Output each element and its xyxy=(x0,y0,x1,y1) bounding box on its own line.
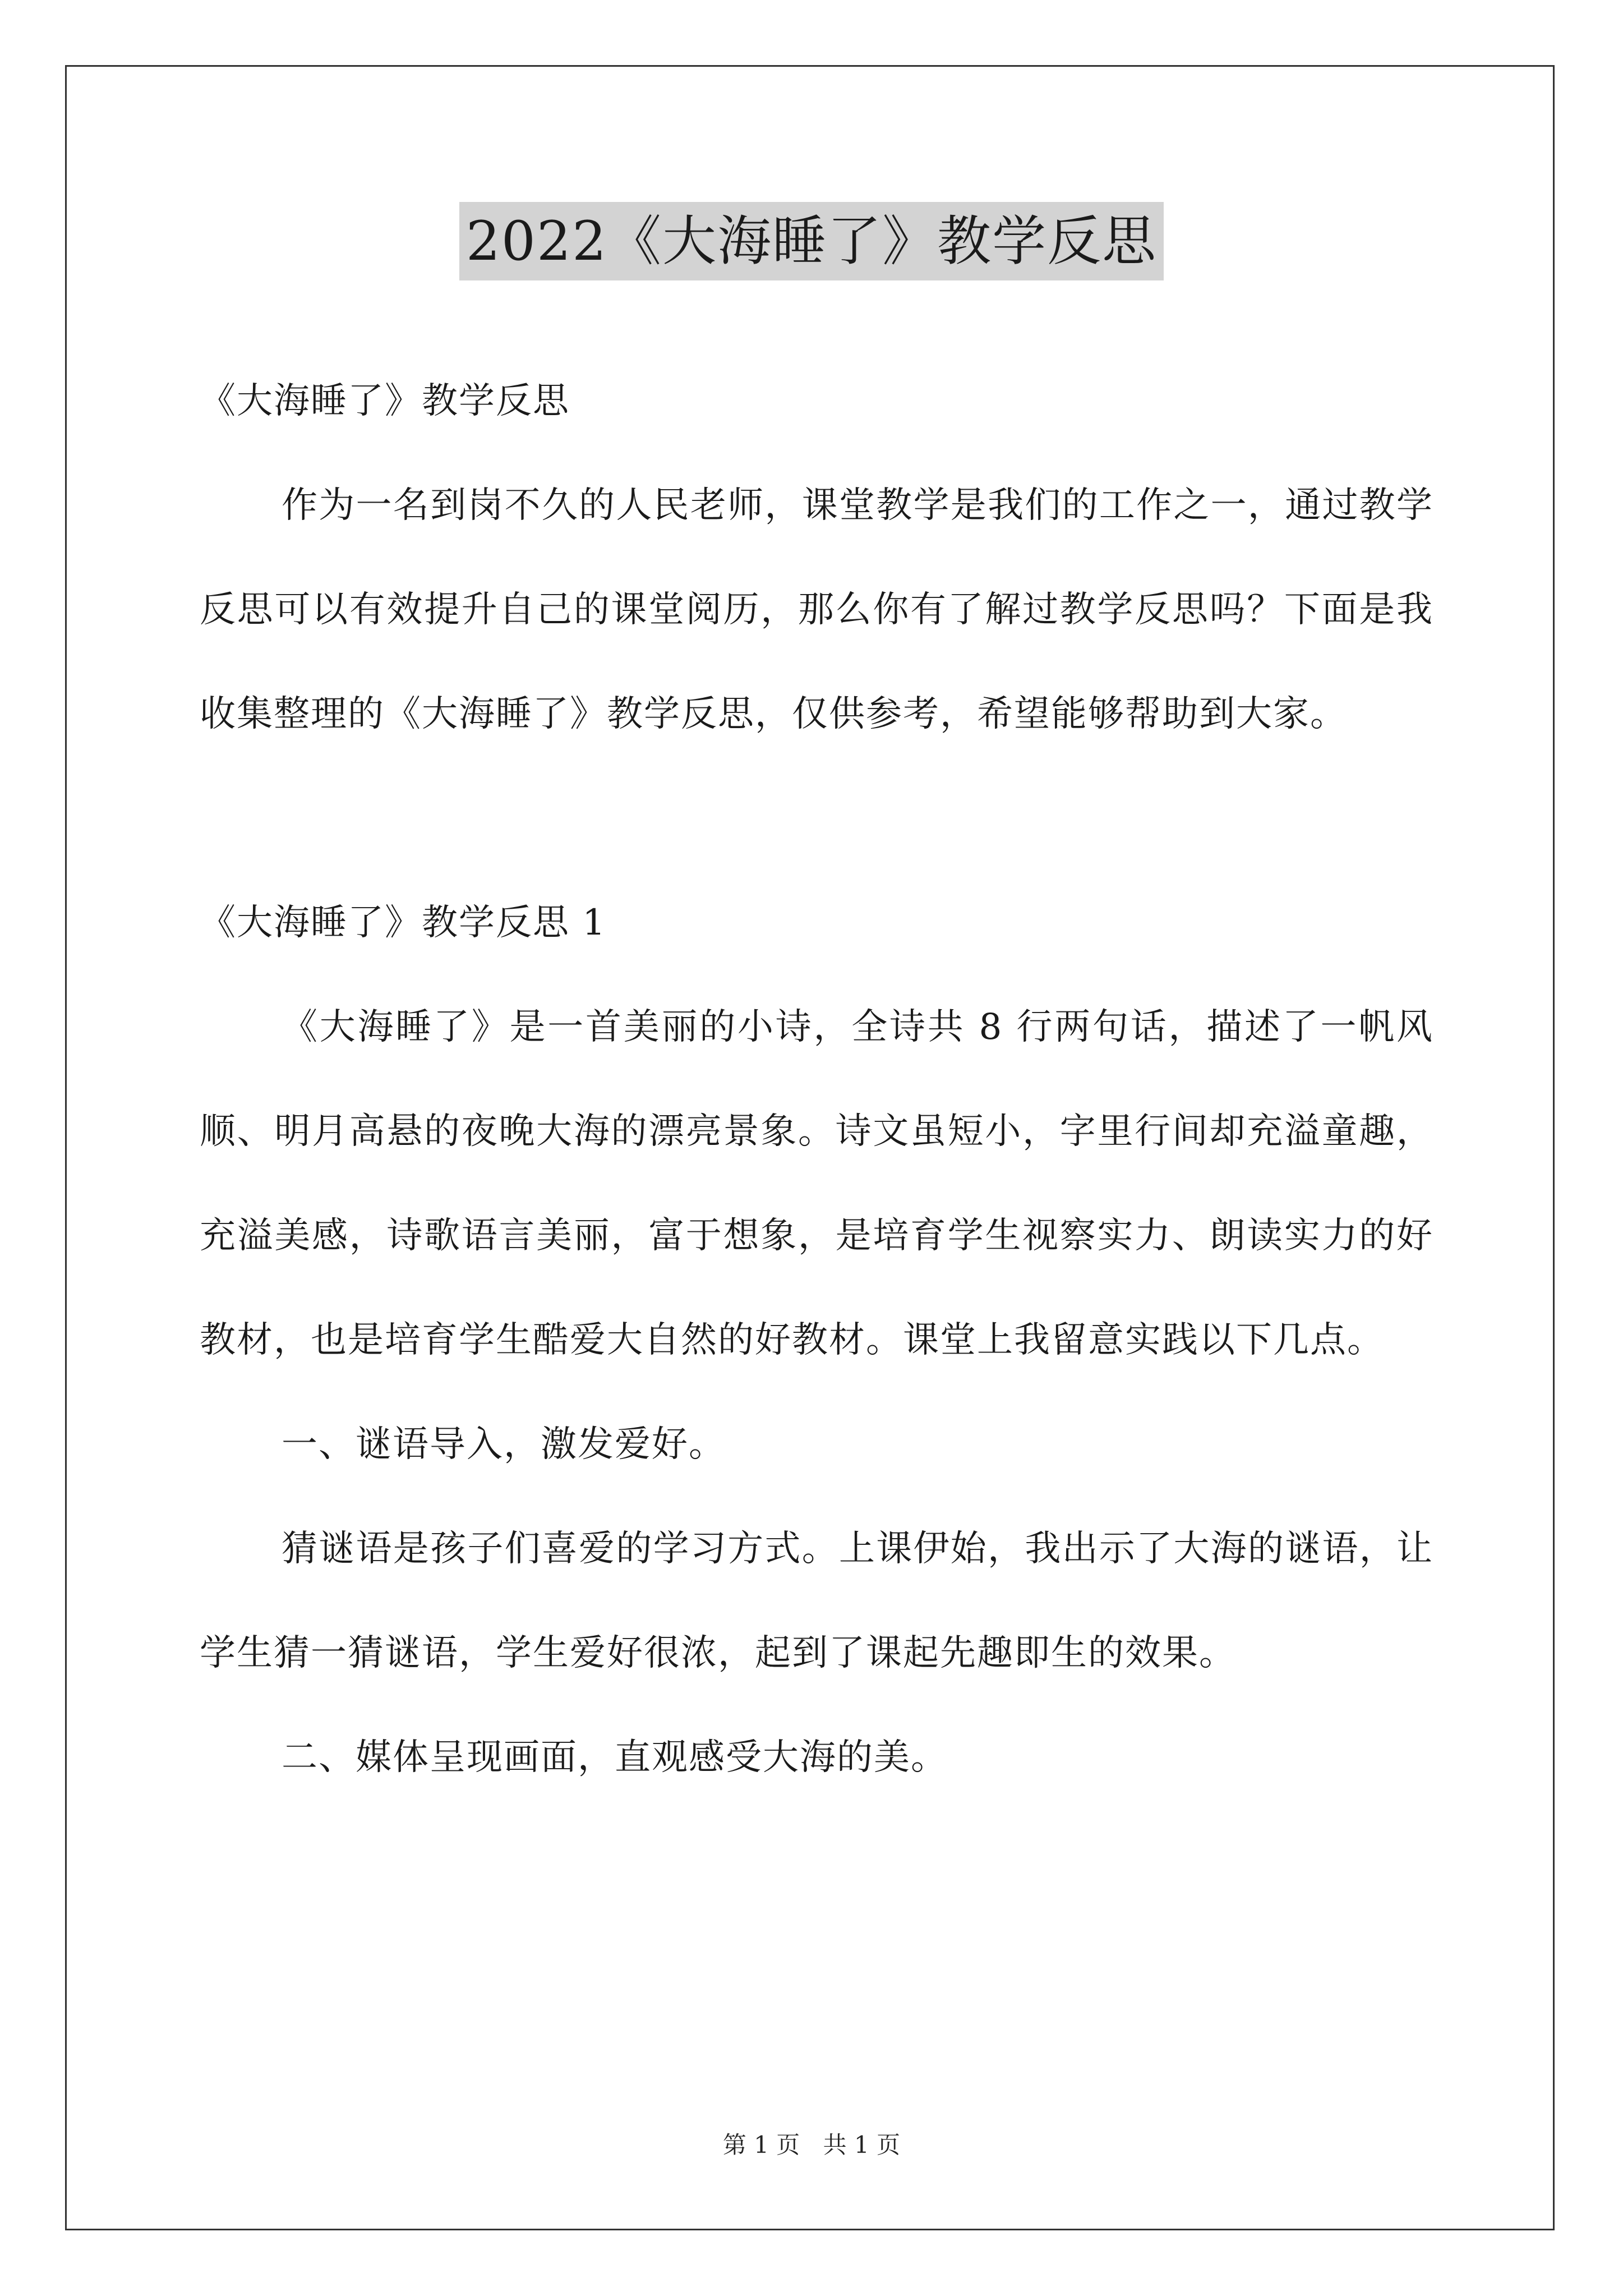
page-number-current: 第 1 页 xyxy=(722,2131,800,2159)
section-heading-1: 《大海睡了》教学反思 1 xyxy=(200,902,607,944)
paragraph-spacer xyxy=(200,766,1433,871)
title-container xyxy=(0,202,1623,280)
document-body xyxy=(200,349,1433,1810)
body-paragraph: 《大海睡了》是一首美丽的小诗，全诗共 8 行两句话，描述了一帆风顺、明月高悬的夜晚大海的漂亮景象。诗文虽短小，字里行间却充溢童趣，充溢美感，诗歌语言美丽，富于想象，是培育学生视察实力、朗读实力的好教材，也是培育学生酷爱大自然的好教材。课堂上我留意实践以下几点。 xyxy=(200,1006,1433,1361)
body-paragraph: 猜谜语是孩子们喜爱的学习方式。上课伊始，我出示了大海的谜语，让学生猜一猜谜语，学生爱好很浓，起到了课起先趣即生的效果。 xyxy=(200,1528,1433,1674)
document-title: 2022《大海睡了》教学反思 xyxy=(459,202,1164,280)
page-number-total: 共 1 页 xyxy=(823,2131,901,2159)
intro-paragraph: 作为一名到岗不久的人民老师，课堂教学是我们的工作之一，通过教学反思可以有效提升自己的课堂阅历，那么你有了解过教学反思吗？下面是我收集整理的《大海睡了》教学反思，仅供参考，希望能够帮助到大家。 xyxy=(200,485,1433,735)
section-heading: 《大海睡了》教学反思 xyxy=(200,380,570,422)
page-footer xyxy=(0,2128,1623,2162)
point-heading-2: 二、媒体呈现画面，直观感受大海的美。 xyxy=(282,1737,948,1778)
point-heading-1: 一、谜语导入，激发爱好。 xyxy=(282,1424,726,1465)
